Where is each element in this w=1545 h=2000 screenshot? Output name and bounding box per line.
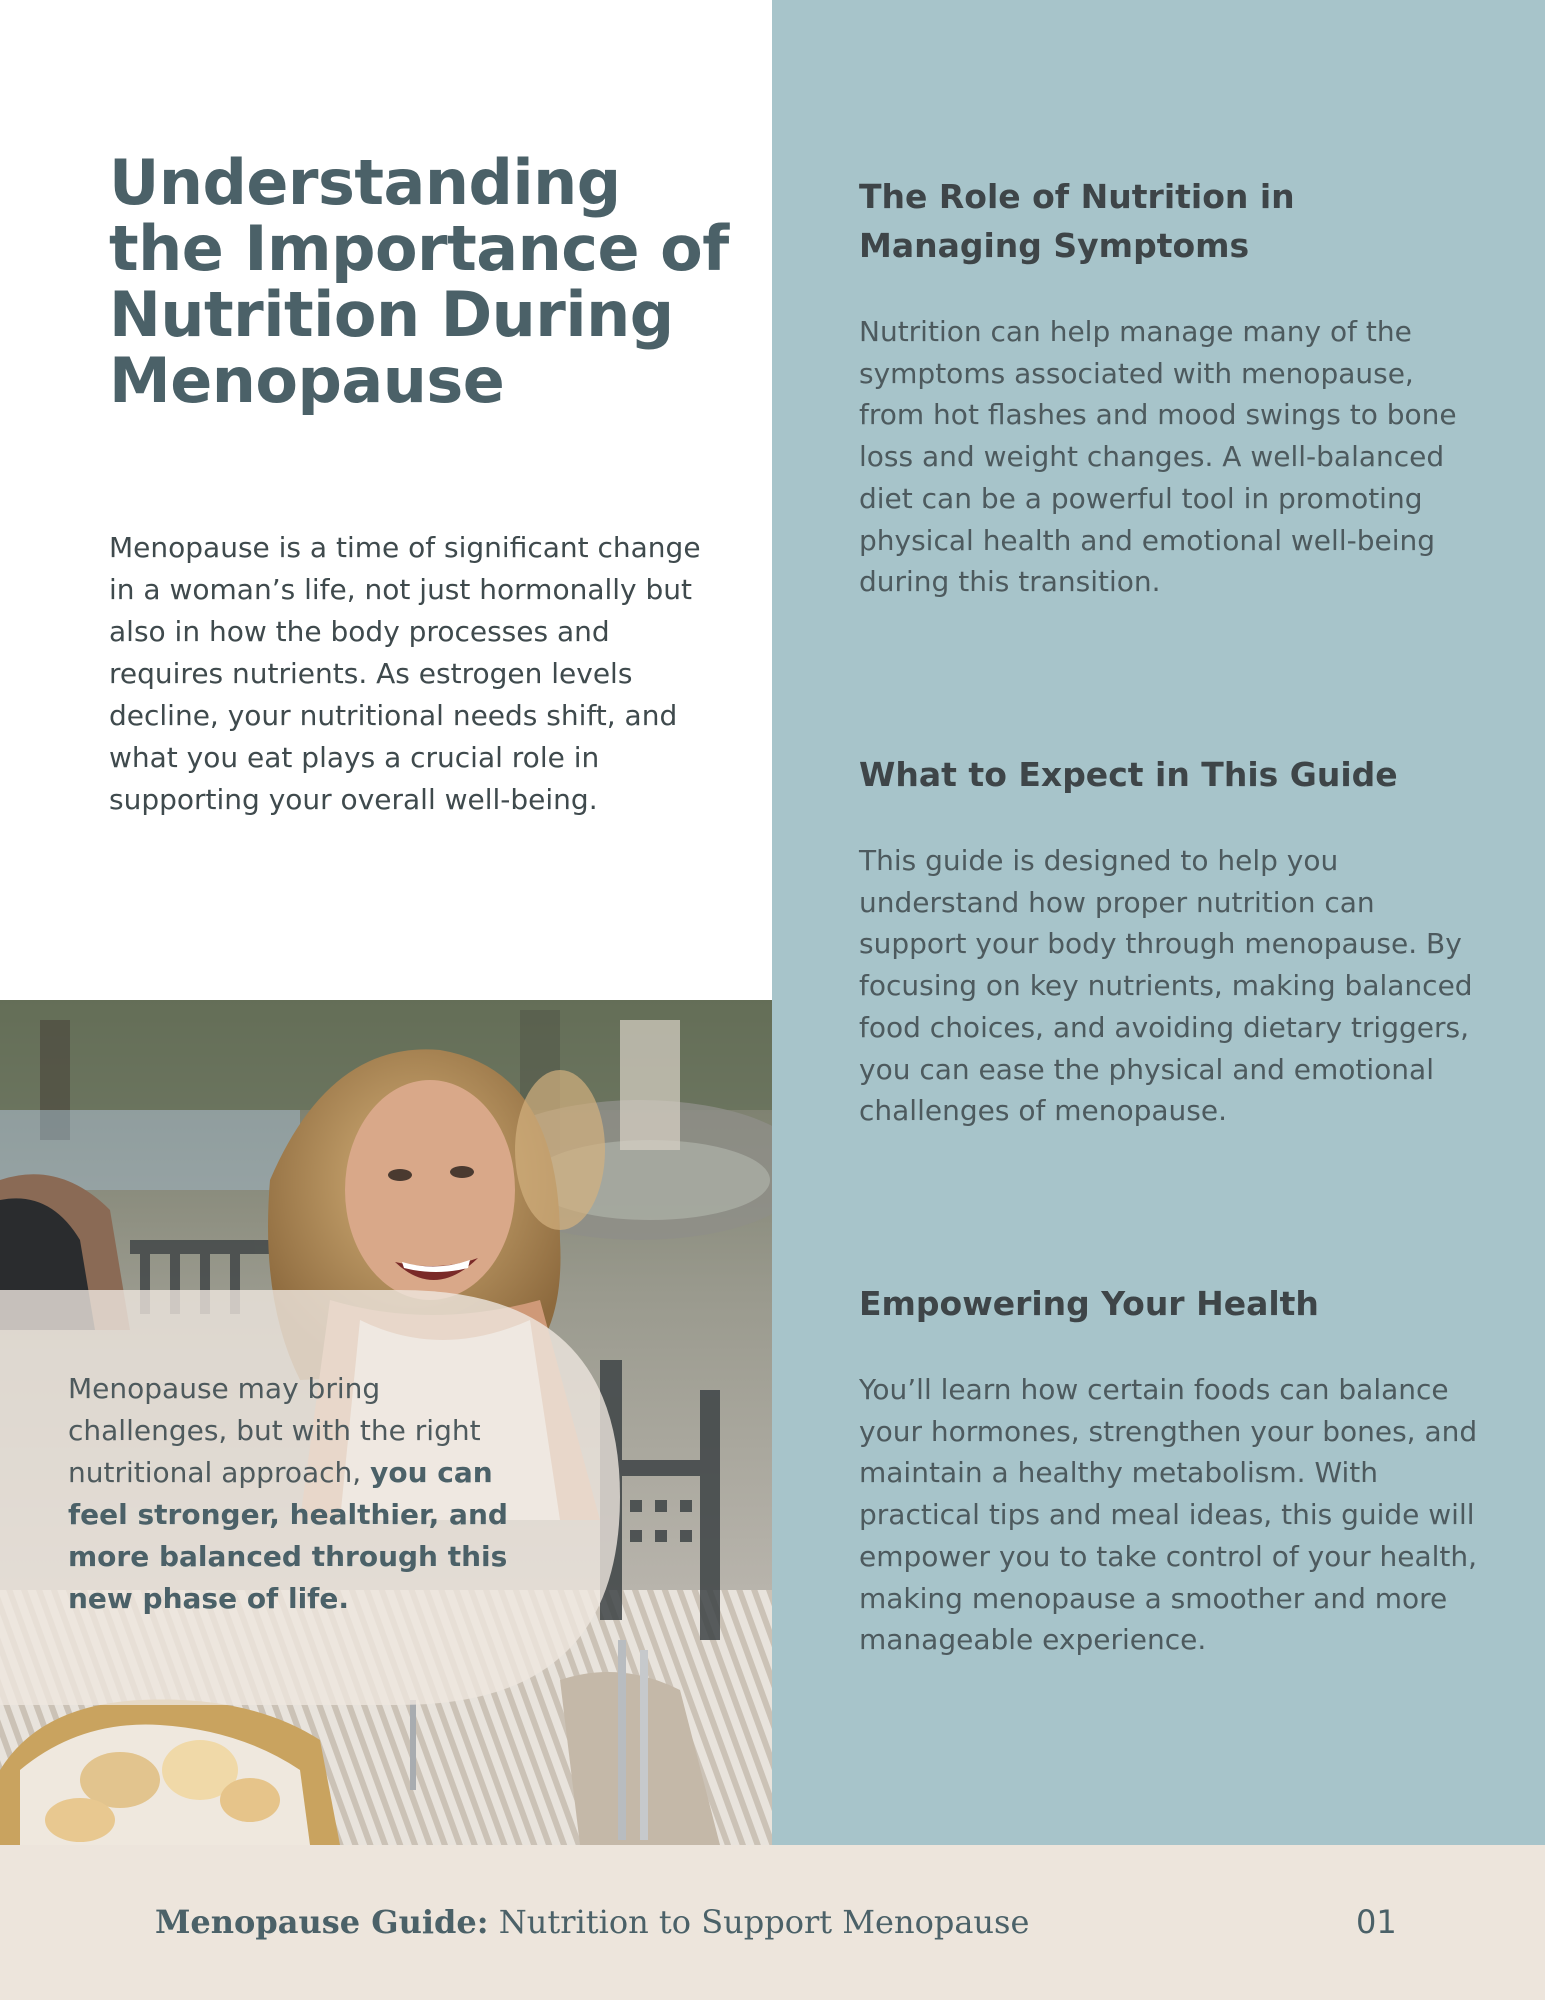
page-number: 01	[1356, 1903, 1397, 1941]
section-heading-what-to-expect: What to Expect in This Guide	[859, 755, 1398, 794]
section-body-role-of-nutrition: Nutrition can help manage many of the symptoms associated with menopause, from hot flashes and mood swings to bone loss and weight changes. A well-balanced diet can be a powerful tool in promoting physical health and emotional well-being during this transition.	[859, 315, 1457, 599]
callout-plain-text: Menopause may bring challenges, but with the right nutritional approach,	[68, 1372, 481, 1489]
section-body-empowering-health: You’ll learn how certain foods can balance your hormones, strengthen your bones, and maintain a healthy metabolism. With practical tips and meal ideas, this guide will empower you to take control of your health, making menopause a smoother and more manageable experience.	[859, 1373, 1478, 1657]
footer-guide-label: Menopause Guide:	[155, 1903, 489, 1941]
intro-paragraph: Menopause is a time of significant change in a woman’s life, not just hormonally but also in how the body processes and requires nutrients. As estrogen levels decline, your nutritional needs shift, and what you eat plays a crucial role in supporting your overall well-being.	[109, 531, 701, 816]
section-heading-empowering-health: Empowering Your Health	[859, 1284, 1319, 1323]
page-title: Understanding the Importance of Nutrition During Menopause	[109, 146, 729, 417]
callout-text	[68, 1368, 538, 1620]
callout-bold-text: you can feel stronger, healthier, and more balanced through this new phase of life.	[68, 1456, 508, 1615]
section-heading-role-of-nutrition: The Role of Nutrition in Managing Symptoms	[859, 177, 1295, 265]
footer-guide-title	[155, 1900, 1029, 1944]
section-body-what-to-expect: This guide is designed to help you understand how proper nutrition can support your body through menopause. By focusing on key nutrients, making balanced food choices, and avoiding dietary triggers, you can ease the physical and emotional challenges of menopause.	[859, 844, 1473, 1128]
footer-guide-subtitle: Nutrition to Support Menopause	[488, 1903, 1030, 1941]
